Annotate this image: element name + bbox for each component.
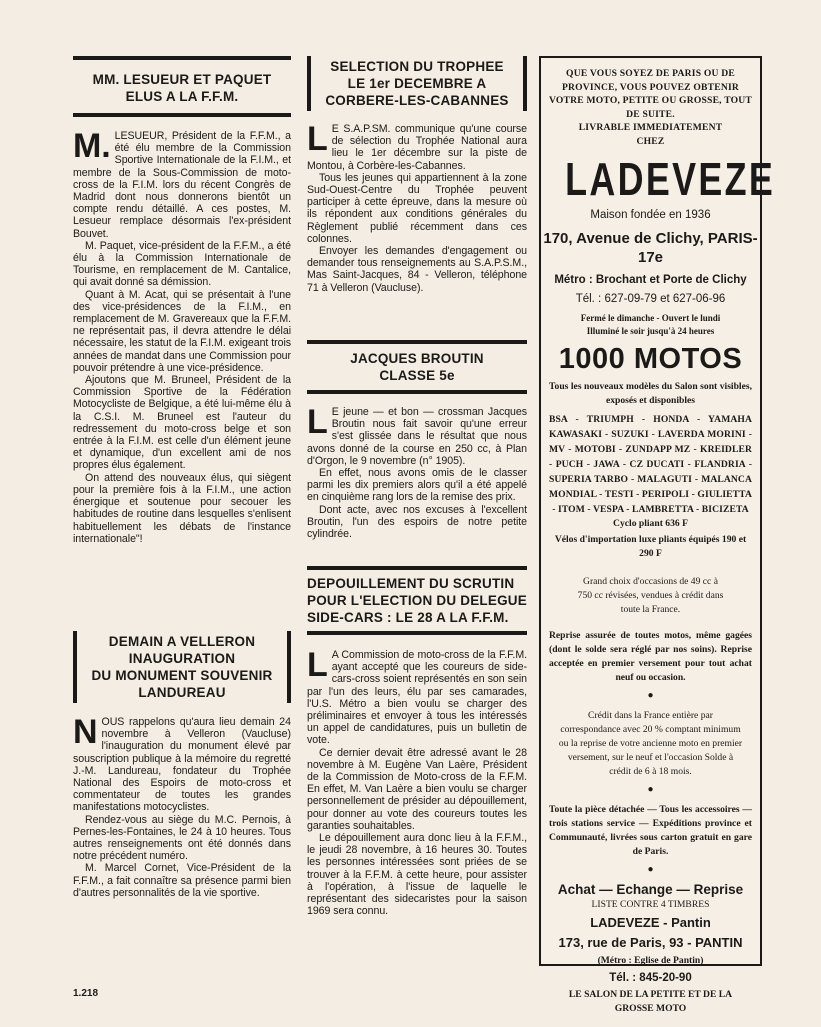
achat-echange: Achat — Echange — Reprise bbox=[557, 882, 744, 897]
paragraph: Rendez-vous au siège du M.C. Pernois, à Pernes-les-Fontaines, le 24 à 10 heures. Tous autres renseignements ont été donnés dans notre précédent numéro. bbox=[73, 813, 291, 863]
paragraph: Envoyer les demandes d'engagement ou demander tous renseignements au S.A.P.S.M., Mas Saint-Jacques, 84 - Velleron, téléphone 71 à Velleron (Vaucluse). bbox=[307, 245, 527, 294]
dropcap: L bbox=[307, 403, 328, 441]
headline-line: CLASSE 5e bbox=[379, 368, 455, 383]
occasions: Grand choix d'occasions de 49 cc à 750 cc révisées, vendues à crédit dans toute la France. bbox=[577, 576, 724, 615]
headline-line: INAUGURATION bbox=[128, 651, 236, 666]
dropcap: L bbox=[307, 120, 328, 158]
headline-box bbox=[307, 56, 527, 111]
pieces: Toute la pièce détachée — Tous les accessoires — trois stations service — Expéditions province et Communauté, livrées sous carton gratuit en gare de Paris. bbox=[549, 804, 752, 857]
paragraph: Ce dernier devait être adressé avant le 28 novembre à M. Eugène Van Laère, Président de la Commission de Moto-cross de la F.F.M. En effet, M. Van Laère a bien voulu se charger personnellement de présider au dépouillement, pour donner au vote des coureurs toutes les garanties souhaitables. bbox=[307, 746, 527, 832]
headline-line: POUR L'ELECTION DU DELEGUE bbox=[307, 593, 527, 608]
dropcap: L bbox=[307, 646, 328, 684]
paragraph: Ajoutons que M. Bruneel, Président de la Commission Sportive de la Fédération Motocycliste de Belgique, a été lui-même élu à la C.S.I. M. Bruneel est l'auteur du redressement du moto-cross belge et son entrée à la F.I.M. est celle d'un élément jeune et dynamique, d'un excellent ami de nos propres élus également. bbox=[73, 374, 291, 472]
paragraph: Quant à M. Acat, qui se présentait à l'une des vice-présidences de la F.I.M., en remplacement de M. Gravereaux que la F.F.M. ne représentait pas, il devra attendre le délai nécessaire, les statut de la F.I.M. exigeant trois années de mandat dans une Commission pour pouvoir prétendre à une vice-présidence. bbox=[73, 288, 291, 374]
paragraph: Tous les jeunes qui appartiennent à la zone Sud-Ouest-Centre du Trophée peuvent participer à cette épreuve, dans la mesure où ils répondent aux conditions générales du Règlement publié récemment dans ces colonnes. bbox=[307, 171, 527, 245]
headline-line: JACQUES BROUTIN bbox=[350, 351, 484, 366]
paragraph: En effet, nous avons omis de le classer parmi les dix premiers alors qu'il a été appelé en cinquième rang lors de la remise des prix. bbox=[307, 467, 527, 504]
paragraph: M. Paquet, vice-président de la F.F.M., a été élu à la Commission Internationale de Tourisme, en remplacement de M. Cantalice, qui avait donné sa démission. bbox=[73, 239, 291, 289]
ladeveze-advert bbox=[539, 56, 776, 1014]
article-selection-trophee bbox=[307, 56, 527, 294]
velos: Vélos d'importation luxe pliants équipés 190 et 290 F bbox=[554, 534, 747, 559]
article-lesueur-paquet bbox=[73, 56, 291, 545]
paragraph: NOUS rappelons qu'aura lieu demain 24 novembre à Velleron (Vaucluse) l'inauguration du monument élevé par souscription publique à la mémoire du regretté J.-M. Landureau, fondateur du Trophée National des Espoirs de moto-cross et commentateur de toutes les grandes manifestations motocyclistes. bbox=[73, 713, 291, 814]
headline-line: DU MONUMENT SOUVENIR bbox=[91, 668, 273, 683]
article-broutin bbox=[307, 340, 527, 540]
bullet-icon: ● bbox=[647, 784, 654, 795]
pantin-address: 173, rue de Paris, 93 - PANTIN bbox=[558, 935, 743, 950]
credit: Crédit dans la France entière par correspondance avec 20 % comptant minimum ou la reprise de votre ancienne moto en premier versement, sur le neuf et l'occasion Solde à crédit de 6 à 18 mois. bbox=[558, 710, 743, 777]
page-number: 1.218 bbox=[73, 988, 99, 999]
paragraph: Le dépouillement aura donc lieu à la F.F.M., le jeudi 28 novembre, à 16 heures 30. Toutes les personnes intéressées sont priées de se trouver à la F.F.M. à cette heure, pour assister à l'opération, à l'issue de laquelle le représentant des sidecaristes pour la saison 1969 sera connu. bbox=[307, 832, 527, 918]
hours-2: Illuminé le soir jusqu'à 24 heures bbox=[586, 326, 715, 336]
brand-logo: LADEVEZE bbox=[565, 153, 776, 205]
article-depouillement bbox=[307, 566, 527, 917]
metro: Métro : Brochant et Porte de Clichy bbox=[554, 274, 747, 286]
headline-line: CORBERE-LES-CABANNES bbox=[325, 93, 509, 108]
paragraph: L A Commission de moto-cross de la F.F.M. ayant accepté que les coureurs de side-cars-cross soient représentés en son sein par l'un des leurs, élu par ses camarades, l'U.S. Métro a bien voulu se charger des préliminaires et envoyer à tous les intéressés un appel de candidatures, puis un bulletin de vote. bbox=[307, 646, 527, 747]
dropcap: N bbox=[73, 713, 98, 751]
dropcap: M. bbox=[73, 127, 111, 165]
address: 170, Avenue de Clichy, PARIS-17e bbox=[543, 230, 758, 266]
headline-line: MM. LESUEUR ET PAQUET bbox=[92, 72, 272, 87]
paragraph: On attend des nouveaux élus, qui siègent pour la première fois à la F.I.M., une action énergique et soutenue pour secouer les habitudes de routine dans lesquelles s'enlisent habituellement les débats de l'instance internationale"! bbox=[73, 471, 291, 545]
paragraph: M. LESUEUR, Président de la F.F.M., a été élu membre de la Commission Sportive Internationale de la F.I.M., et membre de la Sous-Commission de moto-cross de la F.I.M. lors du récent Congrès de Madrid dont nous donnerons bientôt un compte rendu détaillé. A ces postes, M. Lesueur remplace désormais l'ex-président Bouvet. bbox=[73, 127, 291, 240]
headline-line: SELECTION DU TROPHEE bbox=[330, 59, 504, 74]
liste-timbres: LISTE CONTRE 4 TIMBRES bbox=[591, 899, 710, 910]
paragraph: M. Marcel Cornet, Vice-Président de la F.F.M., a fait connaître sa présence parmi bien d'autres personnalités de la vie sportive. bbox=[73, 862, 291, 899]
pantin-telephone: Tél. : 845-20-90 bbox=[609, 972, 692, 984]
headline-line: LE 1er DECEMBRE A bbox=[347, 76, 487, 91]
motos-headline: 1000 MOTOS bbox=[558, 343, 743, 375]
brand-list: BSA - TRIUMPH - HONDA - YAMAHA KAWASAKI - SUZUKI - LAVERDA MORINI - MV - MOTOBI - ZUNDAPP MZ - KREIDLER - PUCH - JAWA - CZ DUCATI - FLANDRIA - SUPERIA TARBO - MALAGUTI - MALANCA MONDIAL - TESTI - PERIPOLI - GIULIETTA - ITOM - VESPA - LAMBRETTA - BICIZETA bbox=[549, 414, 752, 515]
telephone: Tél. : 627-09-79 et 627-06-96 bbox=[575, 293, 726, 305]
paragraph: L E S.A.P.SM. communique qu'une course de sélection du Trophée National aura lieu le 1er décembre sur la piste de Montou, à Corbère-les-Cabannes. bbox=[307, 120, 527, 172]
headline-line: LANDUREAU bbox=[138, 685, 226, 700]
advert-livrable: LIVRABLE IMMEDIATEMENT bbox=[578, 122, 723, 133]
headline-line: DEPOUILLEMENT DU SCRUTIN bbox=[307, 576, 515, 591]
headline-line: ELUS A LA F.F.M. bbox=[125, 89, 239, 104]
reprise: Reprise assurée de toutes motos, même gagées (dont le solde sera réglé par nos soins). Reprise acceptée en premier versement pour tout achat neuf ou occasion. bbox=[549, 630, 752, 683]
hours-1: Fermé le dimanche - Ouvert le lundi bbox=[580, 313, 721, 323]
paragraph: Dont acte, avec nos excuses à l'excellent Broutin, l'un des espoirs de notre petite cylindrée. bbox=[307, 503, 527, 541]
headline-box bbox=[73, 631, 291, 703]
advert-chez: CHEZ bbox=[636, 135, 665, 147]
bullet-icon: ● bbox=[647, 864, 654, 875]
headline-line: DEMAIN A VELLERON bbox=[108, 634, 256, 649]
salon-text: Tous les nouveaux modèles du Salon sont visibles, exposés et disponibles bbox=[549, 381, 752, 406]
paragraph: L E jeune — et bon — crossman Jacques Broutin nous fait savoir qu'une erreur s'est glissée dans le résultat que nous avons donné de la course en 250 cc, à Plan d'Orgon, le 9 novembre (n° 1905). bbox=[307, 403, 527, 467]
cyclo: Cyclo pliant 636 F bbox=[613, 518, 688, 529]
advert-intro: QUE VOUS SOYEZ DE PARIS OU DE PROVINCE, VOUS POUVEZ OBTENIR VOTRE MOTO, PETITE OU GROSSE, TOUT DE SUITE. bbox=[548, 68, 753, 120]
headline-line: SIDE-CARS : LE 28 A LA F.F.M. bbox=[307, 610, 509, 625]
article-velleron bbox=[73, 631, 291, 899]
bullet-icon: ● bbox=[647, 690, 654, 701]
pantin-name: LADEVEZE - Pantin bbox=[590, 915, 711, 930]
founded: Maison fondée en 1936 bbox=[590, 209, 711, 221]
pantin-metro: (Métro : Eglise de Pantin) bbox=[597, 955, 704, 966]
salon-footer: LE SALON DE LA PETITE ET DE LA GROSSE MOTO bbox=[568, 989, 733, 1014]
